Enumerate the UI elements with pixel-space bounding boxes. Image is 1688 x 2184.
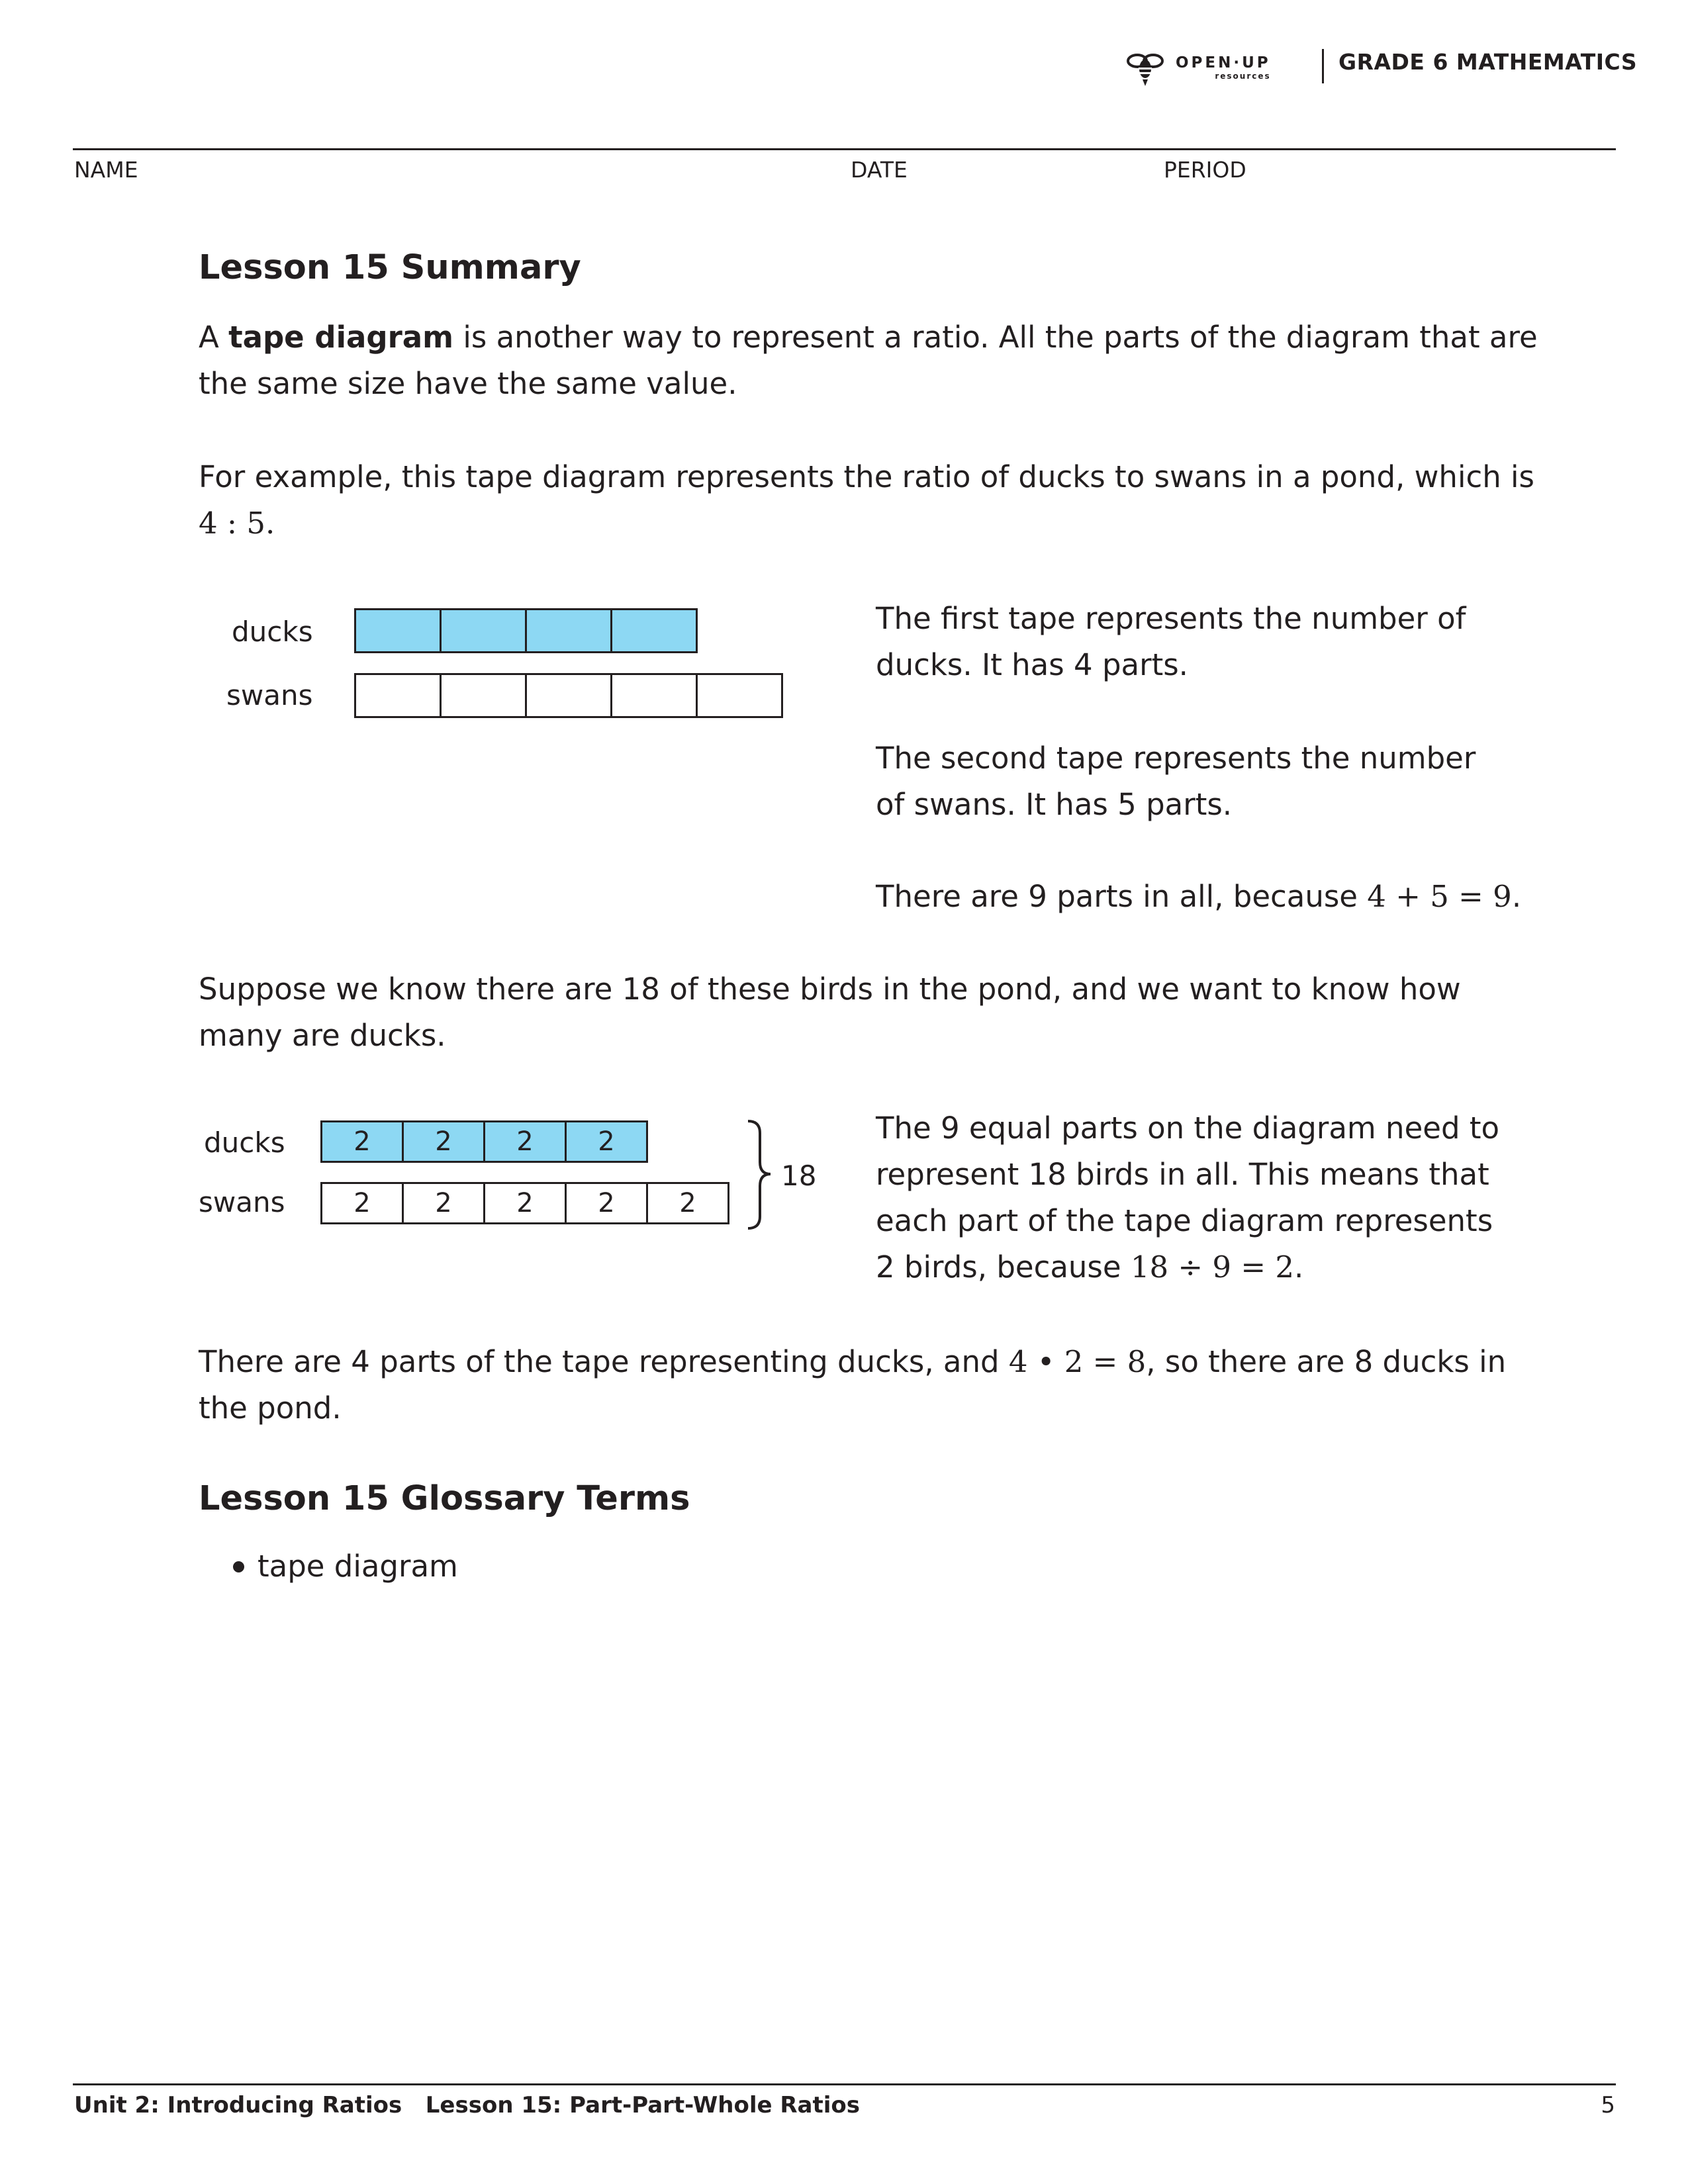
logo-subtext: resources (1215, 71, 1271, 81)
logo-wordmark: OPEN·UP (1176, 54, 1271, 71)
glossary-title: Lesson 15 Glossary Terms (199, 1479, 690, 1518)
product-equation: 4 • 2 = 8 (1008, 1344, 1147, 1379)
ducks-label: ducks (204, 1126, 285, 1159)
ducks-tape (354, 608, 698, 653)
footer-unit-lesson (74, 2091, 860, 2119)
paragraph-example: For example, this tape diagram represents the ratio of ducks to swans in a pond, which is 4 : 5. (199, 454, 1534, 547)
tape-cell (525, 673, 612, 718)
ducks-label: ducks (232, 615, 313, 648)
tape-cell (696, 673, 783, 718)
summary-title: Lesson 15 Summary (199, 248, 581, 287)
paragraph-suppose: Suppose we know there are 18 of these birds in the pond, and we want to know how many are ducks. (199, 972, 1461, 1053)
tape-cell: 2 (565, 1120, 648, 1163)
swans-tape (320, 1182, 729, 1224)
tape-cell: 2 (565, 1182, 648, 1224)
date-label: DATE (851, 157, 908, 183)
period-label: PERIOD (1164, 157, 1246, 183)
bee-icon (1125, 48, 1165, 87)
tape-cell (440, 673, 527, 718)
tape-cell (610, 673, 698, 718)
tape-cell: 2 (483, 1182, 567, 1224)
paragraph-conclusion: There are 4 parts of the tape representing ducks, and 4 • 2 = 8, so there are 8 ducks in the pond. (199, 1344, 1507, 1426)
tape-cell: 2 (402, 1182, 485, 1224)
tape-cell (354, 673, 442, 718)
swans-tape (354, 673, 783, 718)
second-tape-explanation: The second tape represents the number of swans. It has 5 parts. (876, 741, 1476, 822)
ratio-value: 4 : 5. (199, 506, 275, 541)
total-brace (744, 1118, 777, 1231)
course-title: GRADE 6 MATHEMATICS (1338, 49, 1638, 75)
parts-total-explanation: There are 9 parts in all, because 4 + 5 = 9. (876, 879, 1522, 914)
tape-cell (525, 608, 612, 653)
swans-label: swans (226, 679, 313, 711)
footer-rule (73, 2083, 1616, 2085)
first-tape-explanation: The first tape represents the number of ducks. It has 4 parts. (876, 601, 1466, 682)
equal-parts-explanation: The 9 equal parts on the diagram need to represent 18 birds in all. This means that each part of the tape diagram represents 2 birds, because 18 ÷ 9 = 2. (876, 1111, 1499, 1285)
total-value: 18 (781, 1160, 817, 1192)
bullet-icon (233, 1561, 244, 1572)
tape-cell: 2 (646, 1182, 729, 1224)
open-up-resources-logo (1125, 48, 1271, 87)
paragraph-definition: A tape diagram is another way to represent a ratio. All the parts of the diagram that are the same size have the same value. (199, 320, 1538, 401)
tape-cell: 2 (320, 1182, 404, 1224)
division-equation: 18 ÷ 9 = 2 (1130, 1250, 1295, 1285)
tape-cell: 2 (402, 1120, 485, 1163)
tape-cell: 2 (483, 1120, 567, 1163)
sum-equation: 4 + 5 = 9 (1367, 879, 1512, 914)
glossary-item: tape diagram (233, 1543, 458, 1590)
name-line (73, 148, 1616, 150)
tape-cell (440, 608, 527, 653)
tape-cell: 2 (320, 1120, 404, 1163)
header-divider (1322, 49, 1324, 83)
name-label: NAME (74, 157, 138, 183)
term-tape-diagram: tape diagram (228, 320, 454, 355)
tape-cell (354, 608, 442, 653)
tape-cell (610, 608, 698, 653)
footer-unit: Unit 2: Introducing Ratios (74, 2092, 402, 2118)
swans-label: swans (199, 1186, 285, 1218)
ducks-tape (320, 1120, 648, 1163)
page-number: 5 (1601, 2092, 1615, 2118)
footer-lesson: Lesson 15: Part-Part-Whole Ratios (425, 2092, 860, 2118)
